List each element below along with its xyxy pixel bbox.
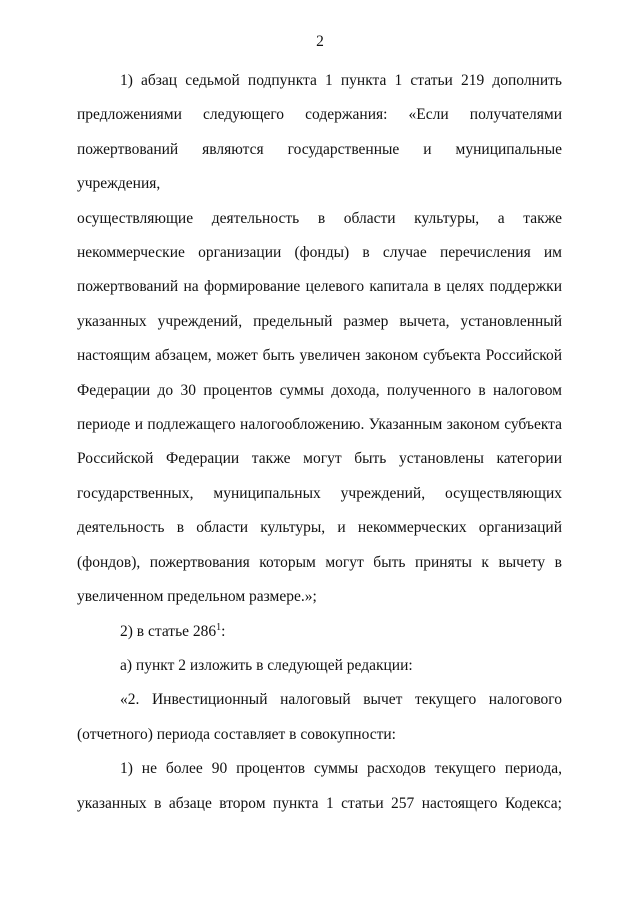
text-line: некоммерческие организации (фонды) в случае перечисления им	[77, 244, 562, 262]
text-line: пожертвований являются государственные и муниципальные учреждения,	[77, 140, 562, 193]
paragraph-point-2	[77, 683, 562, 752]
paragraph-amendment-article-219	[77, 64, 562, 615]
text-line: 1) абзац седьмой подпункта 1 пункта 1 статьи 219 дополнить	[120, 72, 562, 89]
text-line: указанных учреждений, предельный размер вычета, установленный	[77, 312, 562, 330]
article-reference-text: 2) в статье 286	[120, 622, 217, 640]
text-line: настоящим абзацем, может быть увеличен законом субъекта Российской	[77, 347, 562, 365]
text-line: (фондов), пожертвования которым могут быть приняты к вычету в	[77, 553, 562, 571]
text-line: государственных, муниципальных учреждений, осуществляющих	[77, 484, 562, 502]
paragraph-item-a	[77, 649, 562, 683]
text-line: а) пункт 2 изложить в следующей редакции:	[120, 656, 413, 674]
text-line: осуществляющие деятельность в области культуры, а также	[77, 209, 562, 227]
text-line: (отчетного) периода составляет в совокупности:	[77, 725, 396, 743]
text-line: увеличенном предельном размере.»;	[77, 588, 317, 606]
text-line: 1) не более 90 процентов суммы расходов текущего периода,	[120, 760, 562, 778]
text-line: деятельность в области культуры, и некоммерческих организаций	[77, 519, 562, 537]
document-body	[77, 64, 562, 821]
text-line	[77, 615, 562, 649]
text-line: Российской Федерации также могут быть установлены категории	[77, 450, 562, 468]
text-line: указанных в абзаце втором пункта 1 статьи 257 настоящего Кодекса;	[77, 794, 562, 812]
page-number: 2	[316, 33, 324, 50]
article-superscript: 1	[216, 621, 222, 633]
text-line: Федерации до 30 процентов суммы дохода, полученного в налоговом	[77, 381, 562, 399]
text-line: предложениями следующего содержания: «Если получателями	[77, 106, 562, 124]
text-line: периоде и подлежащего налогообложению. Указанным законом субъекта	[77, 416, 562, 434]
text-line: «2. Инвестиционный налоговый вычет текущего налогового	[120, 691, 562, 709]
article-reference-colon: :	[221, 622, 226, 640]
paragraph-subpoint-1	[77, 752, 562, 821]
paragraph-article-286-heading	[77, 615, 562, 649]
text-line: пожертвований на формирование целевого капитала в целях поддержки	[77, 278, 562, 296]
